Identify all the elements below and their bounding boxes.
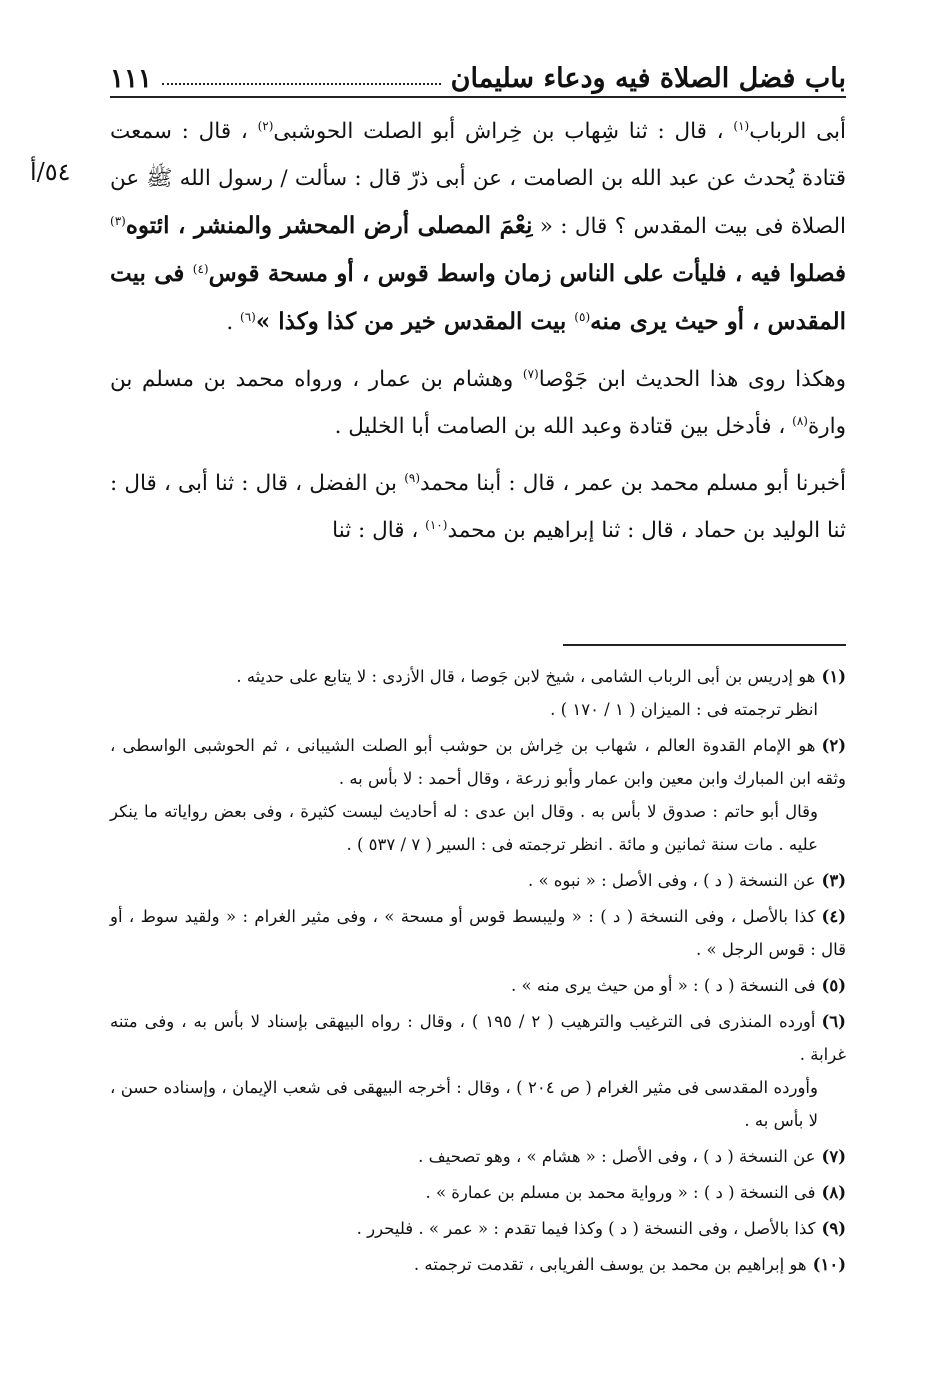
hadith-text: بيت المقدس خير من كذا وكذا — [278, 308, 575, 335]
footnote-number: (٨) — [821, 1183, 846, 1202]
page-number: ١١١ — [110, 64, 152, 94]
footnote-ref: (٦) — [240, 309, 256, 324]
footnote-number: (٦) — [821, 1012, 846, 1031]
footnote-ref: (٥) — [574, 309, 591, 324]
footnote-text: فى النسخة ( د ) : « أو من حيث يرى منه » . — [511, 976, 816, 995]
footnote-number: (٤) — [821, 907, 846, 926]
text-run: أخبرنا أبو مسلم محمد بن عمر ، قال : أبنا محمد — [420, 471, 847, 496]
footnote-ref: (٣) — [110, 213, 126, 228]
footnote — [110, 1005, 846, 1137]
footnote-text: عن النسخة ( د ) ، وفى الأصل : « هشام » ، وهو تصحيف . — [418, 1147, 816, 1166]
paragraph-isnad — [110, 460, 846, 554]
text-run: أبى الرباب — [749, 119, 846, 144]
footnote-ref: (٨) — [792, 413, 808, 428]
footnote-ref: (٩) — [404, 470, 421, 485]
hadith-text: فى بيت المقدس ، أو حيث يرى منه — [110, 260, 846, 335]
closing-quote: » — [255, 308, 279, 335]
footnote-text: كذا بالأصل ، وفى النسخة ( د ) : « وليبسط قوس أو مسحة » ، وفى مثير الغرام : « ولقيد سوط ، أو قال : قوس الرجل » . — [110, 907, 846, 959]
footnote-text: وأورده المقدسى فى مثير الغرام ( ص ٢٠٤ ) ، وقال : أخرجه البيهقى فى شعب الإيمان ، وإسناده حسن ، لا بأس به . — [110, 1078, 818, 1130]
text-run: . — [226, 310, 241, 335]
hadith-text: نِعْمَ المصلى أرض المحشر والمنشر ، ائتوه — [125, 212, 533, 239]
footnote-text: عن النسخة ( د ) ، وفى الأصل : « نبوه » . — [527, 871, 816, 890]
footnote-ref: (٤) — [192, 261, 209, 276]
footnote-text: هو الإمام القدوة العالم ، شهاب بن خِراش بن حوشب أبو الصلت الشيبانى ، ثم الحوشبى الواسطى ، وثقه ابن المبارك وابن معين وابن عمار وأبو زرعة ، وقال أحمد : لا بأس به . — [110, 736, 846, 788]
footnote-number: (٧) — [821, 1147, 846, 1166]
footnote-text: كذا بالأصل ، وفى النسخة ( د ) وكذا فيما تقدم : « عمر » . فليحرر . — [356, 1219, 816, 1238]
header-dot-leader — [162, 83, 441, 85]
footnote-number: (١) — [821, 667, 846, 686]
footnote-ref: (١٠) — [425, 517, 448, 532]
main-text — [110, 108, 846, 564]
text-run: وهكذا روى هذا الحديث ابن جَوْصا — [538, 367, 847, 392]
running-header — [110, 48, 846, 94]
footnote-number: (٣) — [821, 871, 846, 890]
footnote-text: هو إبراهيم بن محمد بن يوسف الفريابى ، تقدمت ترجمته . — [413, 1255, 807, 1274]
text-run: وهشام بن عمار ، ورواه محمد بن مسلم بن وارة — [110, 367, 846, 439]
paragraph-hadith — [110, 108, 846, 346]
footnote-ref: (١) — [733, 118, 750, 133]
footnote — [110, 1212, 846, 1245]
footnote — [110, 900, 846, 966]
footnote-text: فى النسخة ( د ) : « ورواية محمد بن مسلم بن عمارة » . — [425, 1183, 816, 1202]
footnote-number: (٥) — [821, 976, 846, 995]
footnote — [110, 729, 846, 861]
footnote-text: أورده المنذرى فى الترغيب والترهيب ( ٢ / ١٩٥ ) ، وقال : رواه البيهقى بإسناد لا بأس به ، وفى متنه غرابة . — [110, 1012, 846, 1064]
footnote-separator — [563, 644, 846, 646]
footnote — [110, 864, 846, 897]
footnote-ref: (٢) — [257, 118, 274, 133]
chapter-title: باب فضل الصلاة فيه ودعاء سليمان — [450, 63, 846, 94]
footnote-number: (١٠) — [812, 1255, 846, 1274]
paragraph-narration — [110, 356, 846, 450]
footnote-text: وقال أبو حاتم : صدوق لا بأس به . وقال ابن عدى : له أحاديث ليست كثيرة ، وفى بعض رواياته ما ينكر عليه . مات سنة ثمانين و مائة . انظر ترجمته فى : السير ( ٧ / ٥٣٧ ) . — [110, 802, 818, 854]
manuscript-folio-marker: ٥٤/أ — [30, 158, 71, 186]
footnote — [110, 1248, 846, 1281]
footnote-text: انظر ترجمته فى : الميزان ( ١ / ١٧٠ ) . — [550, 700, 818, 719]
footnote — [110, 969, 846, 1002]
footnote-number: (٢) — [821, 736, 846, 755]
footnote — [110, 1140, 846, 1173]
footnote-number: (٩) — [821, 1219, 846, 1238]
text-run: ، قال : ثنا شِهاب بن خِراش أبو الصلت الحوشبى — [273, 119, 734, 144]
header-rule — [110, 96, 846, 98]
text-run: ، قال : سمعت قتادة يُحدث عن عبد الله بن الصامت ، عن أبى ذرّ قال : سألت / رسول الله ﷺ عن الصلاة فى بيت المقدس ؟ قال : « — [110, 119, 846, 239]
text-run: ، قال : ثنا — [332, 518, 426, 543]
text-run: بن الفضل ، قال : ثنا أبى ، قال : ثنا الوليد بن حماد ، قال : ثنا إبراهيم بن محمد — [110, 471, 846, 543]
footnote-text: هو إدريس بن أبى الرباب الشامى ، شيخ لابن جَوصا ، قال الأزدى : لا يتابع على حديثه . — [236, 667, 816, 686]
footnote-ref: (٧) — [522, 366, 539, 381]
footnote — [110, 1176, 846, 1209]
footnote — [110, 660, 846, 726]
footnotes — [110, 660, 846, 1284]
text-run: ، فأدخل بين قتادة وعبد الله بن الصامت أبا الخليل . — [334, 414, 793, 439]
hadith-text: فصلوا فيه ، فليأت على الناس زمان واسط قوس ، أو مسحة قوس — [208, 260, 847, 287]
